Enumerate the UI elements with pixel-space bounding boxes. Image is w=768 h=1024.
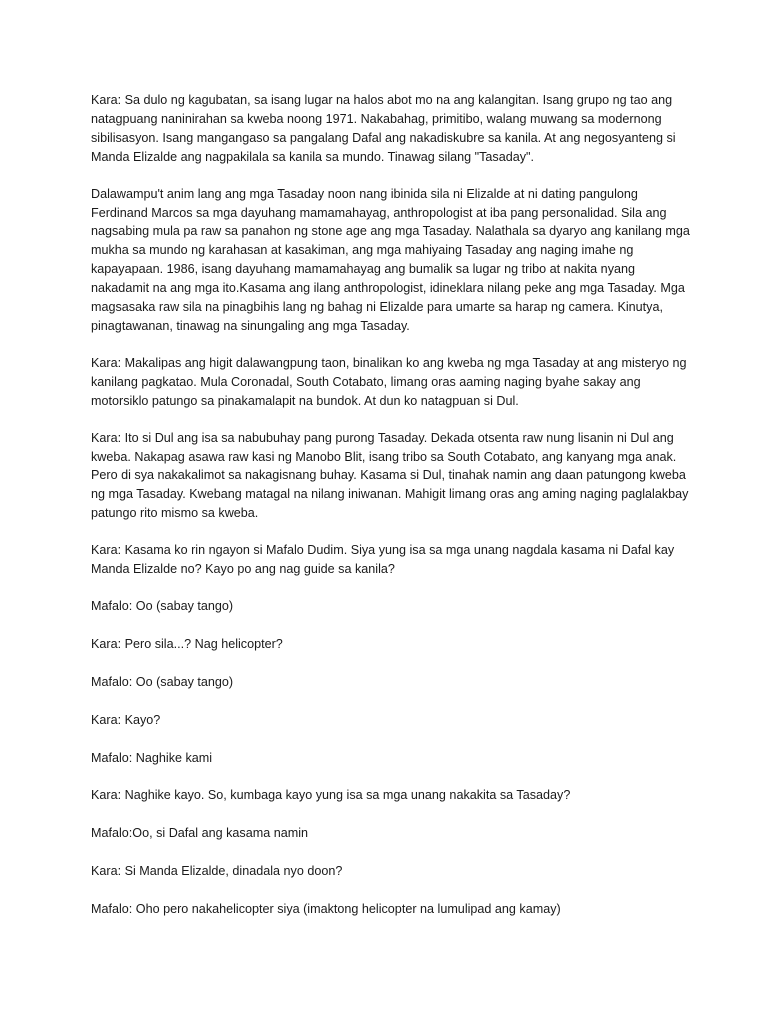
paragraph-dul: Kara: Ito si Dul ang isa sa nabubuhay pang purong Tasaday. Dekada otsenta raw nung lisanin ni Dul ang kweba. Nakapag asawa raw kasi ng Manobo Blit, isang tribo sa South Cotabato, ang kanyang mga anak. Pero di sya nakakalimot sa nakagisnang buhay. Kasama si Dul, tinahak namin ang daan patungong kweba ng mga Tasaday. Kwebang matagal na nilang iniwanan. Mahigit limang oras ang aming naging paglalakbay patungo rito mismo sa kweba. — [91, 430, 689, 521]
dialogue-line: Mafalo: Naghike kami — [91, 750, 213, 765]
paragraph-intro: Kara: Sa dulo ng kagubatan, sa isang lugar na halos abot mo na ang kalangitan. Isang grupo ng tao ang natagpuang naninirahan sa kweba noong 1971. Nakabahag, primitibo, walang muwang sa modernong sibilisasyon. Isang mangangaso sa pangalang Dafal ang nakadiskubre sa kanila. At ang negosyanteng si Manda Elizalde ang nagpakilala sa kanila sa mundo. Tinawag silang "Tasaday". — [91, 93, 676, 164]
dialogue-line: Kara: Naghike kayo. So, kumbaga kayo yung isa sa mga unang nakakita sa Tasaday? — [91, 788, 571, 803]
dialogue-line: Kara: Si Manda Elizalde, dinadala nyo doon? — [91, 864, 343, 879]
dialogue-line: Mafalo: Oo (sabay tango) — [91, 598, 234, 613]
dialogue-line: Mafalo: Oho pero nakahelicopter siya (imaktong helicopter na lumulipad ang kamay) — [91, 902, 561, 917]
paragraph-history: Dalawampu't anim lang ang mga Tasaday noon nang ibinida sila ni Elizalde at ni dating pangulong Ferdinand Marcos sa mga dayuhang mamamahayag, anthropologist at iba pang personalidad. Sila ang nagsabing mula pa raw sa panahon ng stone age ang mga Tasaday. Nalathala sa dyaryo ang kanilang mga mukha sa mundo ng karahasan at kasakiman, ang mga mahiyaing Tasaday ang naging imahe ng kapayapaan. 1986, isang dayuhang mamamahayag ang bumalik sa lugar ng tribo at nakita nyang nakadamit na ang mga ito.Kasama ang ilang anthropologist, idineklara nilang peke ang mga Tasaday. Mga magsasaka raw sila na pinagbihis lang ng bahag ni Elizalde para umarte sa harap ng camera. Kinutya, pinagtawanan, tinawag na sinungaling ang mga Tasaday. — [91, 186, 690, 333]
dialogue-line: Mafalo: Oo (sabay tango) — [91, 674, 234, 689]
dialogue-line: Kara: Kayo? — [91, 712, 161, 727]
document-page — [91, 91, 691, 938]
paragraph-mafalo-intro: Kara: Kasama ko rin ngayon si Mafalo Dudim. Siya yung isa sa mga unang nagdala kasama ni Dafal kay Manda Elizalde no? Kayo po ang nag guide sa kanila? — [91, 543, 675, 577]
dialogue-line: Mafalo:Oo, si Dafal ang kasama namin — [91, 826, 308, 841]
dialogue-line: Kara: Pero sila...? Nag helicopter? — [91, 636, 283, 651]
paragraph-return: Kara: Makalipas ang higit dalawangpung taon, binalikan ko ang kweba ng mga Tasaday at ang misteryo ng kanilang pagkatao. Mula Coronadal, South Cotabato, limang oras aaming naging byahe sakay ang motorsiklo patungo sa pinakamalapit na bundok. At dun ko natagpuan si Dul. — [91, 355, 687, 408]
